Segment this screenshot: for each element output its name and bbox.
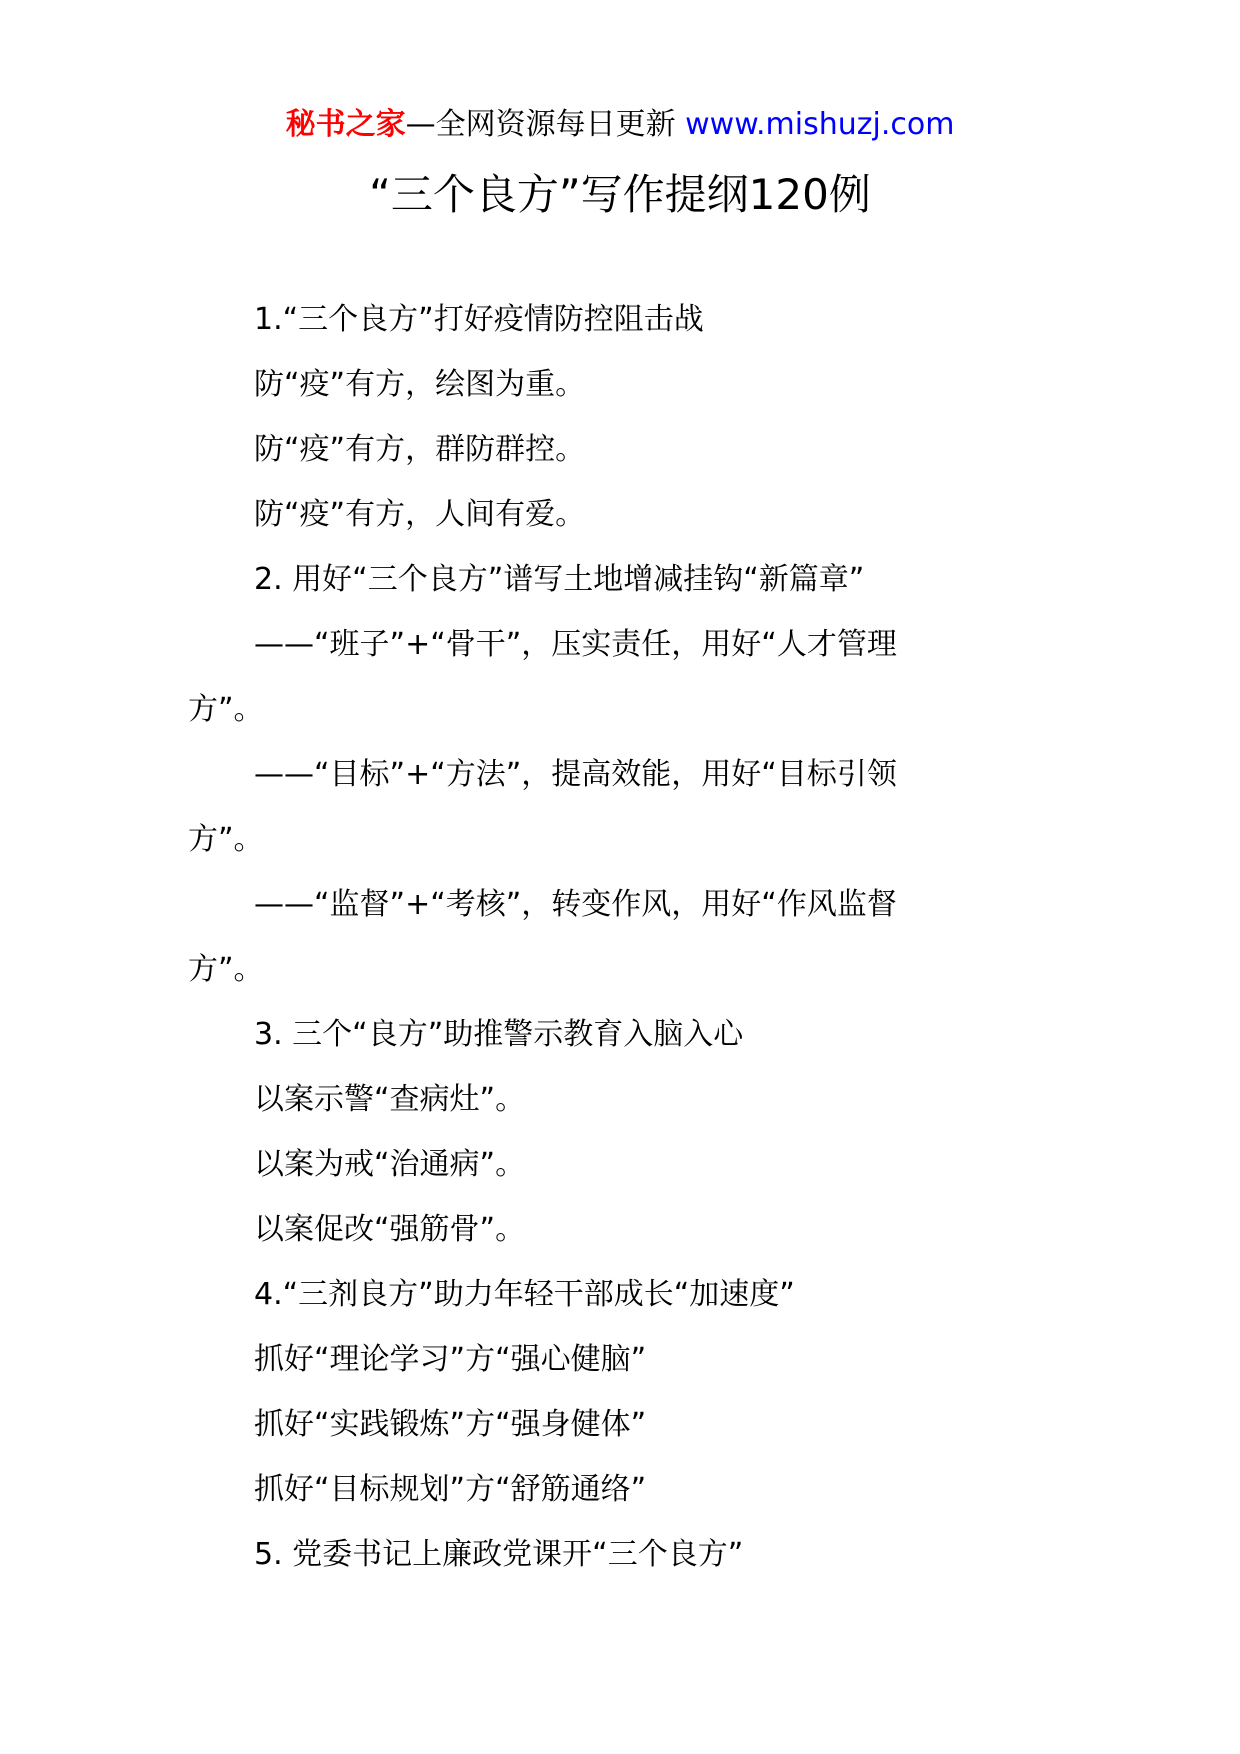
paragraph-line: 抓好“目标规划”方“舒筋通络” — [254, 1472, 647, 1507]
site-url-link[interactable]: www.mishuzj.com — [685, 107, 955, 142]
paragraph-line: 以案示警“查病灶”。 — [254, 1082, 526, 1117]
paragraph-line: 防“疫”有方，绘图为重。 — [254, 367, 586, 402]
paragraph-line-continuation: 方”。 — [188, 822, 264, 857]
brand-name: 秘书之家 — [285, 107, 406, 142]
section-heading: 5. 党委书记上廉政党课开“三个良方” — [254, 1537, 744, 1572]
paragraph-line: ——“监督”+“考核”，转变作风，用好“作风监督 — [254, 887, 897, 922]
paragraph-line: 抓好“实践锻炼”方“强身健体” — [254, 1407, 647, 1442]
paragraph-line: 以案为戒“治通病”。 — [254, 1147, 526, 1182]
document-body — [188, 287, 1058, 1587]
site-slogan: —全网资源每日更新 — [405, 107, 686, 142]
paragraph-line: ——“班子”+“骨干”，压实责任，用好“人才管理 — [254, 627, 897, 662]
paragraph-line-continuation: 方”。 — [188, 692, 264, 727]
section-heading: 3. 三个“良方”助推警示教育入脑入心 — [254, 1017, 744, 1052]
section-heading: 1.“三个良方”打好疫情防控阻击战 — [254, 302, 704, 337]
paragraph-line: 抓好“理论学习”方“强心健脑” — [254, 1342, 647, 1377]
section-heading: 4.“三剂良方”助力年轻干部成长“加速度” — [254, 1277, 795, 1312]
paragraph-line-continuation: 方”。 — [188, 952, 264, 987]
site-header — [0, 100, 1240, 150]
paragraph-line: 防“疫”有方，群防群控。 — [254, 432, 586, 467]
paragraph-line: 防“疫”有方，人间有爱。 — [254, 497, 586, 532]
document-title: “三个良方”写作提纲120例 — [369, 170, 871, 219]
paragraph-line: ——“目标”+“方法”，提高效能，用好“目标引领 — [254, 757, 897, 792]
section-heading: 2. 用好“三个良方”谱写土地增减挂钩“新篇章” — [254, 562, 865, 597]
paragraph-line: 以案促改“强筋骨”。 — [254, 1212, 526, 1247]
